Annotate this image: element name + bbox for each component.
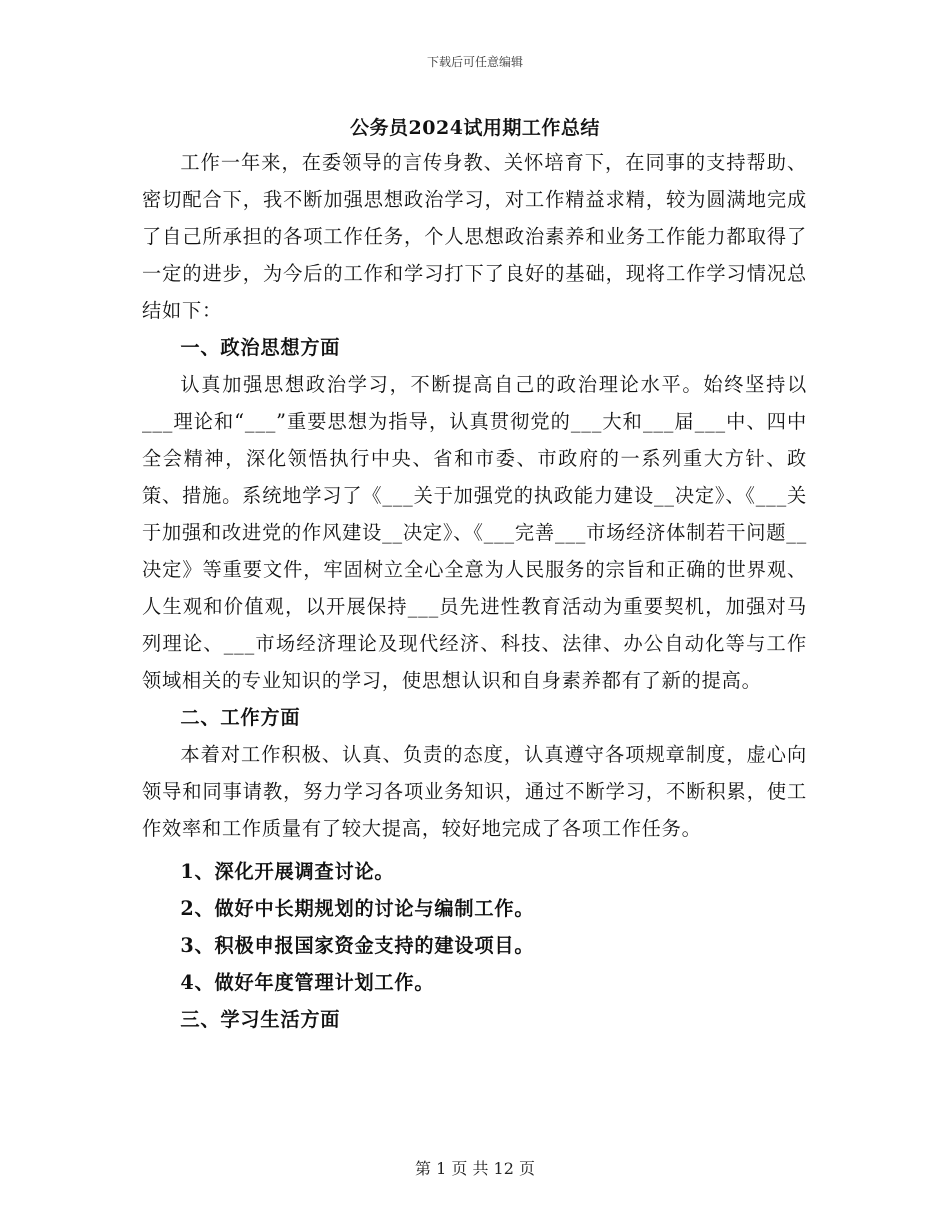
work-list-item: 1、深化开展调查讨论。: [180, 860, 395, 883]
work-list-item: 4、做好年度管理计划工作。: [180, 971, 435, 994]
intro-paragraph: 工作一年来，在委领导的言传身教、关怀培育下，在同事的支持帮助、密切配合下，我不断加强思想政治学习，对工作精益求精，较为圆满地完成了自己所承担的各项工作任务，个人思想政治素养和业务工作能力都取得了一定的进步，为今后的工作和学习打下了良好的基础，现将工作学习情况总结如下：: [142, 151, 807, 322]
politics-paragraph: 认真加强思想政治学习，不断提高自己的政治理论水平。始终坚持以___理论和“___”重要思想为指导，认真贯彻党的___大和___届___中、四中全会精神，深化领悟执行中央、省和市委、市政府的一系列重大方针、政策、措施。系统地学习了《___关于加强党的执政能力建设__决定》、《___关于加强和改进党的作风建设__决定》、《___完善___市场经济体制若干问题__决定》等重要文件，牢固树立全心全意为人民服务的宗旨和正确的世界观、人生观和价值观，以开展保持___员先进性教育活动为重要契机，加强对马列理论、___市场经济理论及现代经济、科技、法律、办公自动化等与工作领域相关的专业知识的学习，使思想认识和自身素养都有了新的提高。: [142, 373, 807, 692]
section-heading-work: 二、工作方面: [180, 706, 301, 729]
page-number: 第 1 页 共 12 页: [415, 1159, 535, 1178]
document-body: [142, 144, 807, 1038]
section-heading-politics: 一、政治思想方面: [180, 336, 341, 359]
section-heading-study: 三、学习生活方面: [180, 1008, 341, 1031]
work-list-item: 2、做好中长期规划的讨论与编制工作。: [180, 897, 535, 920]
header-note: 下载后可任意编辑: [426, 55, 523, 69]
document-title: 公务员2024试用期工作总结: [350, 117, 600, 139]
work-paragraph: 本着对工作积极、认真、负责的态度，认真遵守各项规章制度，虚心向领导和同事请教，努力学习各项业务知识，通过不断学习，不断积累，使工作效率和工作质量有了较大提高，较好地完成了各项工作任务。: [142, 743, 807, 840]
work-list-item: 3、积极申报国家资金支持的建设项目。: [180, 934, 535, 957]
